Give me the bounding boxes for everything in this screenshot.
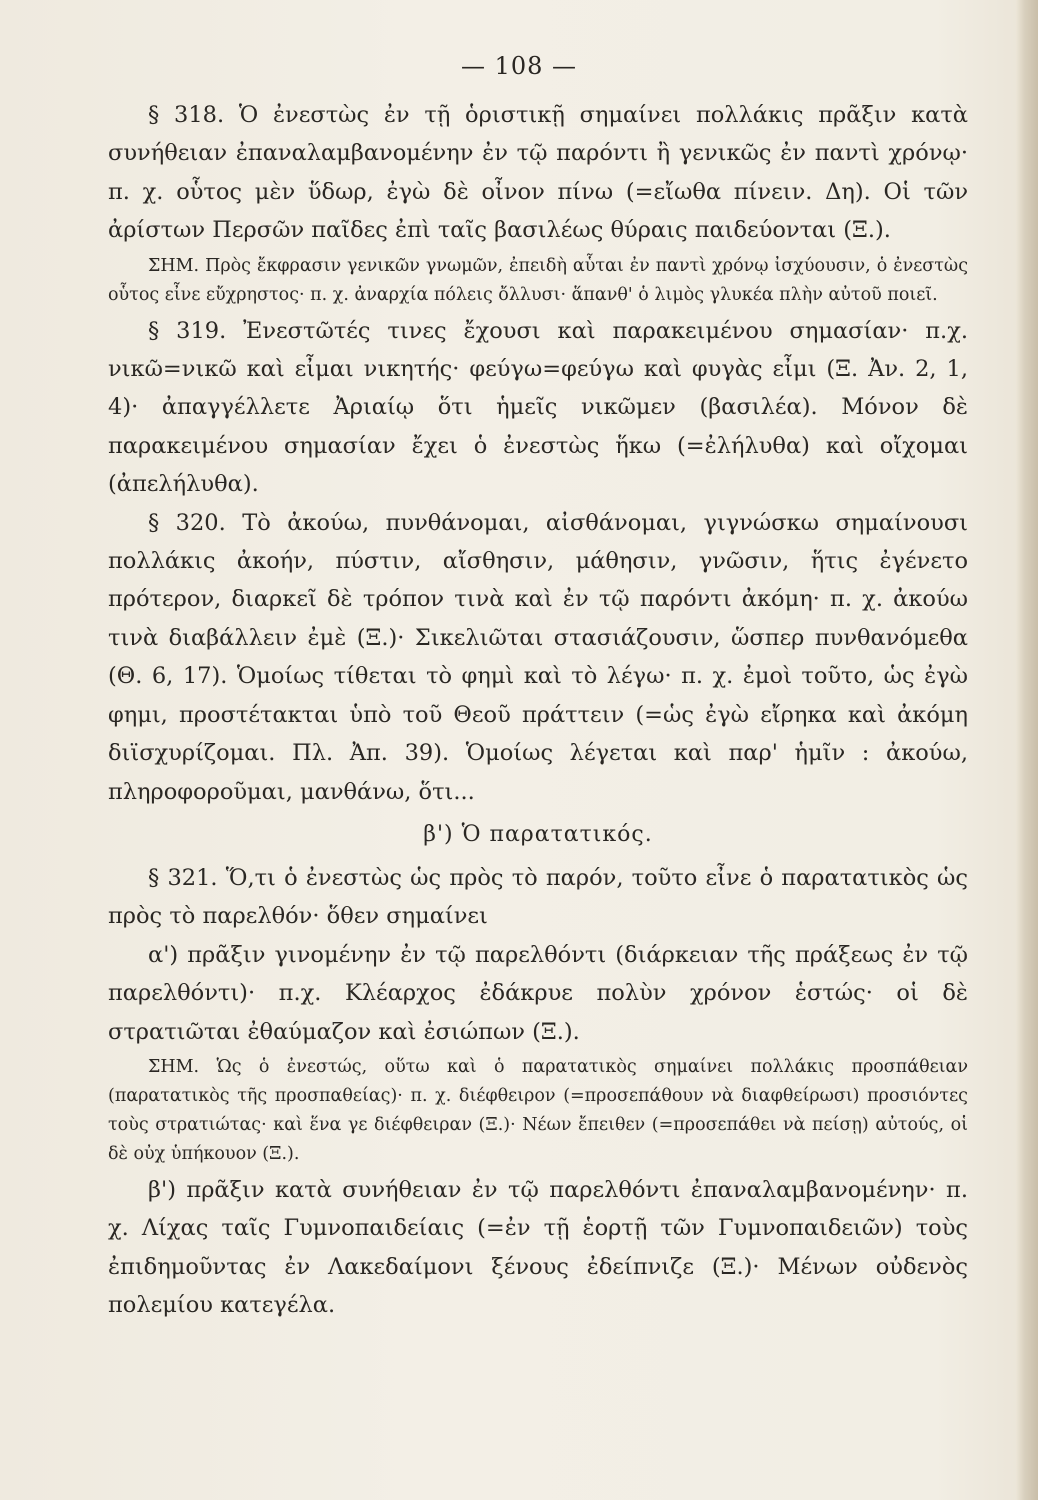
paragraph-321: § 321. Ὅ,τι ὁ ἐνεστὼς ὡς πρὸς τὸ παρόν, τοῦτο εἶνε ὁ παρατατικὸς ὡς πρὸς τὸ παρελθόν· ὅθεν σημαίνει [108,864,968,930]
page-edge-shadow [1016,0,1038,1500]
note-321: ΣΗΜ. Ὡς ὁ ἐνεστώς, οὕτω καὶ ὁ παρατατικὸς σημαίνει πολλάκις προσπάθειαν (παρατατικὸς τῆς προσπαθείας)· π. χ. διέφθειρον (=προσεπάθουν νὰ διαφθείρωσι) προσιόντες τοὺς στρατιώτας· καὶ ἕνα γε διέφθειραν (Ξ.)· Νέων ἔπειθεν (=προσεπάθει νὰ πείσῃ) αὐτούς, οἱ δὲ οὐχ ὑπήκουον (Ξ.). [108,1056,968,1164]
paragraph-321-beta: β') πρᾶξιν κατὰ συνήθειαν ἐν τῷ παρελθόντι ἐπαναλαμβανομένην· π. χ. Λίχας ταῖς Γυμνοπαιδείαις (=ἐν τῇ ἑορτῇ τῶν Γυμνοπαιδειῶν) τοὺς ἐπιδημοῦντας ἐν Λακεδαίμονι ξένους ἐδείπνιζε (Ξ.)· Μένων οὐδενὸς πολεμίου κατεγέλα. [108,1176,968,1319]
text-body [108,96,968,1325]
paragraph-319: § 319. Ἐνεστῶτές τινες ἔχουσι καὶ παρακειμένου σημασίαν· π.χ. νικῶ=νικῶ καὶ εἶμαι νικητής· φεύγω=φεύγω καὶ φυγὰς εἶμι (Ξ. Ἀν. 2, 1, 4)· ἀπαγγέλλετε Ἀριαίῳ ὅτι ἡμεῖς νικῶμεν (βασιλέα). Μόνον δὲ παρακειμένου σημασίαν ἔχει ὁ ἐνεστὼς ἥκω (=ἐλήλυθα) καὶ οἴχομαι (ἀπελήλυθα). [108,317,968,498]
note-318: ΣΗΜ. Πρὸς ἔκφρασιν γενικῶν γνωμῶν, ἐπειδὴ αὗται ἐν παντὶ χρόνῳ ἰσχύουσιν, ὁ ἐνεστὼς οὗτος εἶνε εὔχρηστος· π. χ. ἀναρχία πόλεις ὄλλυσι· ἅπανθ' ὁ λιμὸς γλυκέα πλὴν αὐτοῦ ποιεῖ. [108,255,968,305]
paragraph-320: § 320. Τὸ ἀκούω, πυνθάνομαι, αἰσθάνομαι, γιγνώσκω σημαίνουσι πολλάκις ἀκοήν, πύστιν, αἴσθησιν, μάθησιν, γνῶσιν, ἥτις ἐγένετο πρότερον, διαρκεῖ δὲ τρόπον τινὰ καὶ ἐν τῷ παρόντι ἀκόμη· π. χ. ἀκούω τινὰ διαβάλλειν ἐμὲ (Ξ.)· Σικελιῶται στασιάζουσιν, ὥσπερ πυνθανόμεθα (Θ. 6, 17). Ὁμοίως τίθεται τὸ φημὶ καὶ τὸ λέγω· π. χ. ἐμοὶ τοῦτο, ὡς ἐγὼ φημι, προστέτακται ὑπὸ τοῦ Θεοῦ πράττειν (=ὡς ἐγὼ εἴρηκα καὶ ἀκόμη διϊσχυρίζομαι. Πλ. Ἀπ. 39). Ὁμοίως λέγεται καὶ παρ' ἡμῖν : ἀκούω, πληροφοροῦμαι, μανθάνω, ὅτι... [108,509,968,805]
page-number: — 108 — [460,52,578,80]
paragraph-321-alpha: α') πρᾶξιν γινομένην ἐν τῷ παρελθόντι (διάρκειαν τῆς πράξεως ἐν τῷ παρελθόντι)· π.χ. Κλέαρχος ἐδάκρυε πολὺν χρόνον ἑστώς· οἱ δὲ στρατιῶται ἐθαύμαζον καὶ ἐσιώπων (Ξ.). [108,941,968,1045]
section-heading-paratatikos: β') Ὁ παρατατικός. [423,821,653,847]
paragraph-318: § 318. Ὁ ἐνεστὼς ἐν τῇ ὁριστικῇ σημαίνει πολλάκις πρᾶξιν κατὰ συνήθειαν ἐπαναλαμβανομένην ἐν τῷ παρόντι ἢ γενικῶς ἐν παντὶ χρόνῳ· π. χ. οὗτος μὲν ὕδωρ, ἐγὼ δὲ οἶνον πίνω (=εἴωθα πίνειν. Δη). Οἱ τῶν ἀρίστων Περσῶν παῖδες ἐπὶ ταῖς βασιλέως θύραις παιδεύονται (Ξ.). [108,102,968,244]
